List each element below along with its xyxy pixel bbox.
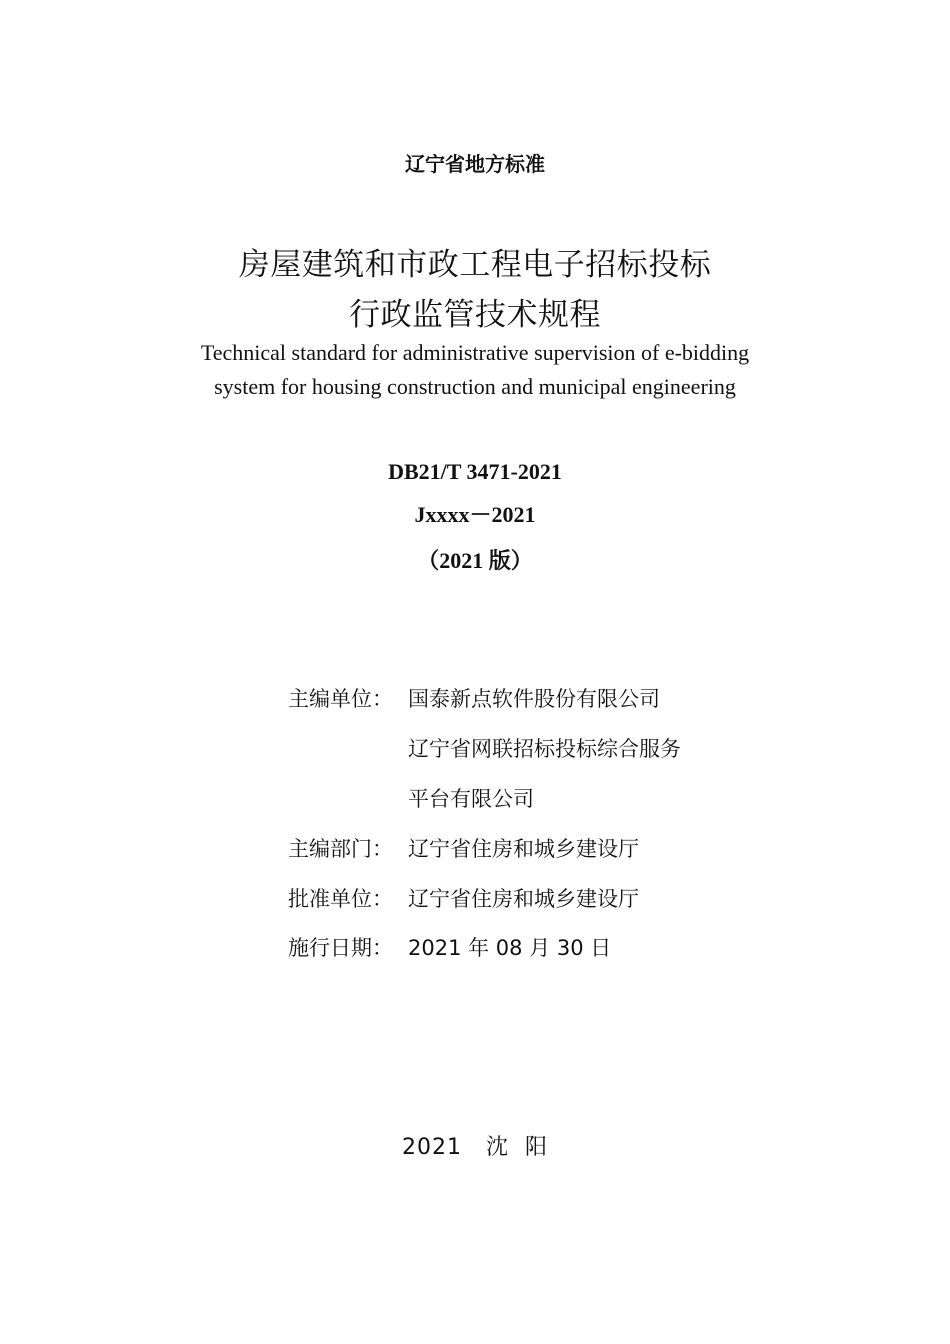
info-value: 辽宁省网联招标投标综合服务 [408,737,681,761]
title-en-line-2: system for housing construction and municipal engineering [214,374,736,399]
info-value: 2021 年 08 月 30 日 [408,936,612,960]
title-en-line-1: Technical standard for administrative supervision of e-bidding [200,340,750,365]
standard-number: DB21/T 3471-2021 [388,459,562,484]
title-zh-line-1: 房屋建筑和市政工程电子招标投标 [238,247,712,283]
info-row-chief-editor-unit-3 [288,783,534,815]
info-label: 主编部门： [288,837,393,861]
footer-year-place: 2021 沈 阳 [402,1135,548,1160]
info-row-chief-editor-unit-2 [288,733,681,765]
info-label: 主编单位： [288,687,393,711]
record-number: Jxxxx－2021 [414,502,536,527]
standard-category: 辽宁省地方标准 [405,152,545,176]
info-value: 辽宁省住房和城乡建设厅 [408,837,639,861]
info-label: 批准单位： [288,887,393,911]
info-row-chief-editor-department [288,833,639,865]
title-zh-line-2: 行政监管技术规程 [349,297,601,333]
info-value: 辽宁省住房和城乡建设厅 [408,887,639,911]
info-row-effective-date [288,932,611,964]
info-value: 国泰新点软件股份有限公司 [408,687,660,711]
edition-label: （2021 版） [417,548,533,573]
info-row-approval-unit [288,883,639,915]
info-value: 平台有限公司 [408,787,534,811]
info-label: 施行日期： [288,936,393,960]
info-row-chief-editor-unit [288,683,660,715]
